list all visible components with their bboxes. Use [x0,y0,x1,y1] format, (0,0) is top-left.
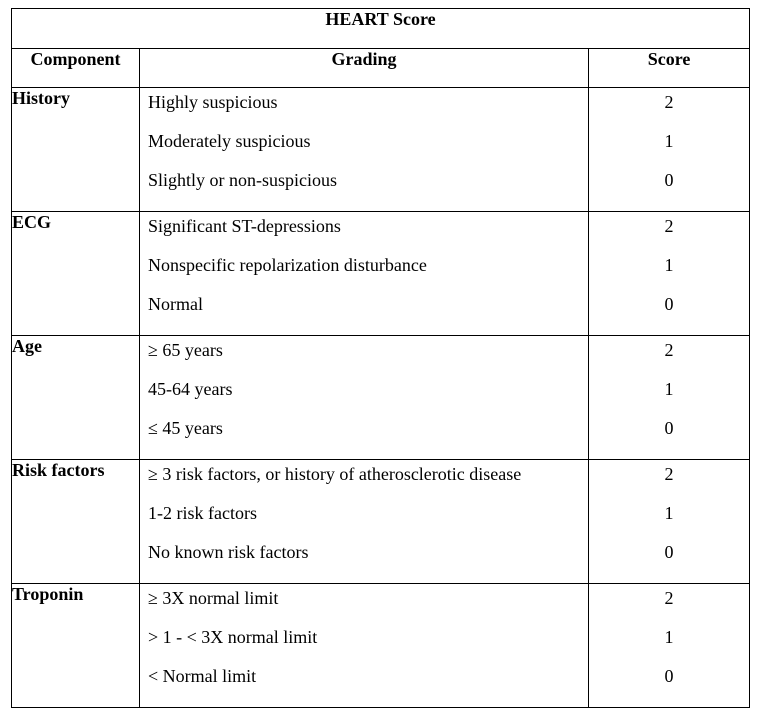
grading-text: 45-64 years [148,379,233,399]
table-row [12,460,750,584]
score-value: 0 [664,542,674,562]
grading-text: Normal [148,294,203,314]
grading-text: > 1 - < 3X normal limit [148,627,318,647]
grading-text: ≥ 3X normal limit [148,588,279,608]
grading-text: Highly suspicious [148,92,278,112]
score-value: 0 [664,418,674,438]
heart-score-table [11,8,750,708]
component-label: Age [12,336,140,460]
grading-text: < Normal limit [148,666,257,686]
header-component: Component [12,49,140,88]
grading-text: ≥ 3 risk factors, or history of atherosclerotic disease [148,464,522,484]
component-label: History [12,88,140,212]
grading-text: ≤ 45 years [148,418,223,438]
component-label: Troponin [12,584,140,708]
table-row [12,88,750,212]
score-value: 0 [664,294,674,314]
grading-text: Moderately suspicious [148,131,311,151]
score-value: 2 [664,216,674,236]
header-grading: Grading [140,49,589,88]
grading-text: Slightly or non-suspicious [148,170,338,190]
component-label: ECG [12,212,140,336]
score-value: 0 [664,666,674,686]
score-value: 1 [664,131,674,151]
table-title: HEART Score [12,9,750,49]
component-label: Risk factors [12,460,140,584]
score-value: 2 [664,588,674,608]
score-value: 2 [664,340,674,360]
table-row [12,212,750,336]
table-row [12,336,750,460]
score-value: 0 [664,170,674,190]
table-row [12,584,750,708]
score-value: 1 [664,379,674,399]
grading-text: 1-2 risk factors [148,503,257,523]
score-value: 1 [664,503,674,523]
score-value: 1 [664,255,674,275]
score-value: 2 [664,92,674,112]
grading-text: No known risk factors [148,542,309,562]
grading-text: ≥ 65 years [148,340,223,360]
score-value: 1 [664,627,674,647]
grading-text: Nonspecific repolarization disturbance [148,255,427,275]
header-score: Score [589,49,750,88]
grading-text: Significant ST-depressions [148,216,341,236]
score-value: 2 [664,464,674,484]
